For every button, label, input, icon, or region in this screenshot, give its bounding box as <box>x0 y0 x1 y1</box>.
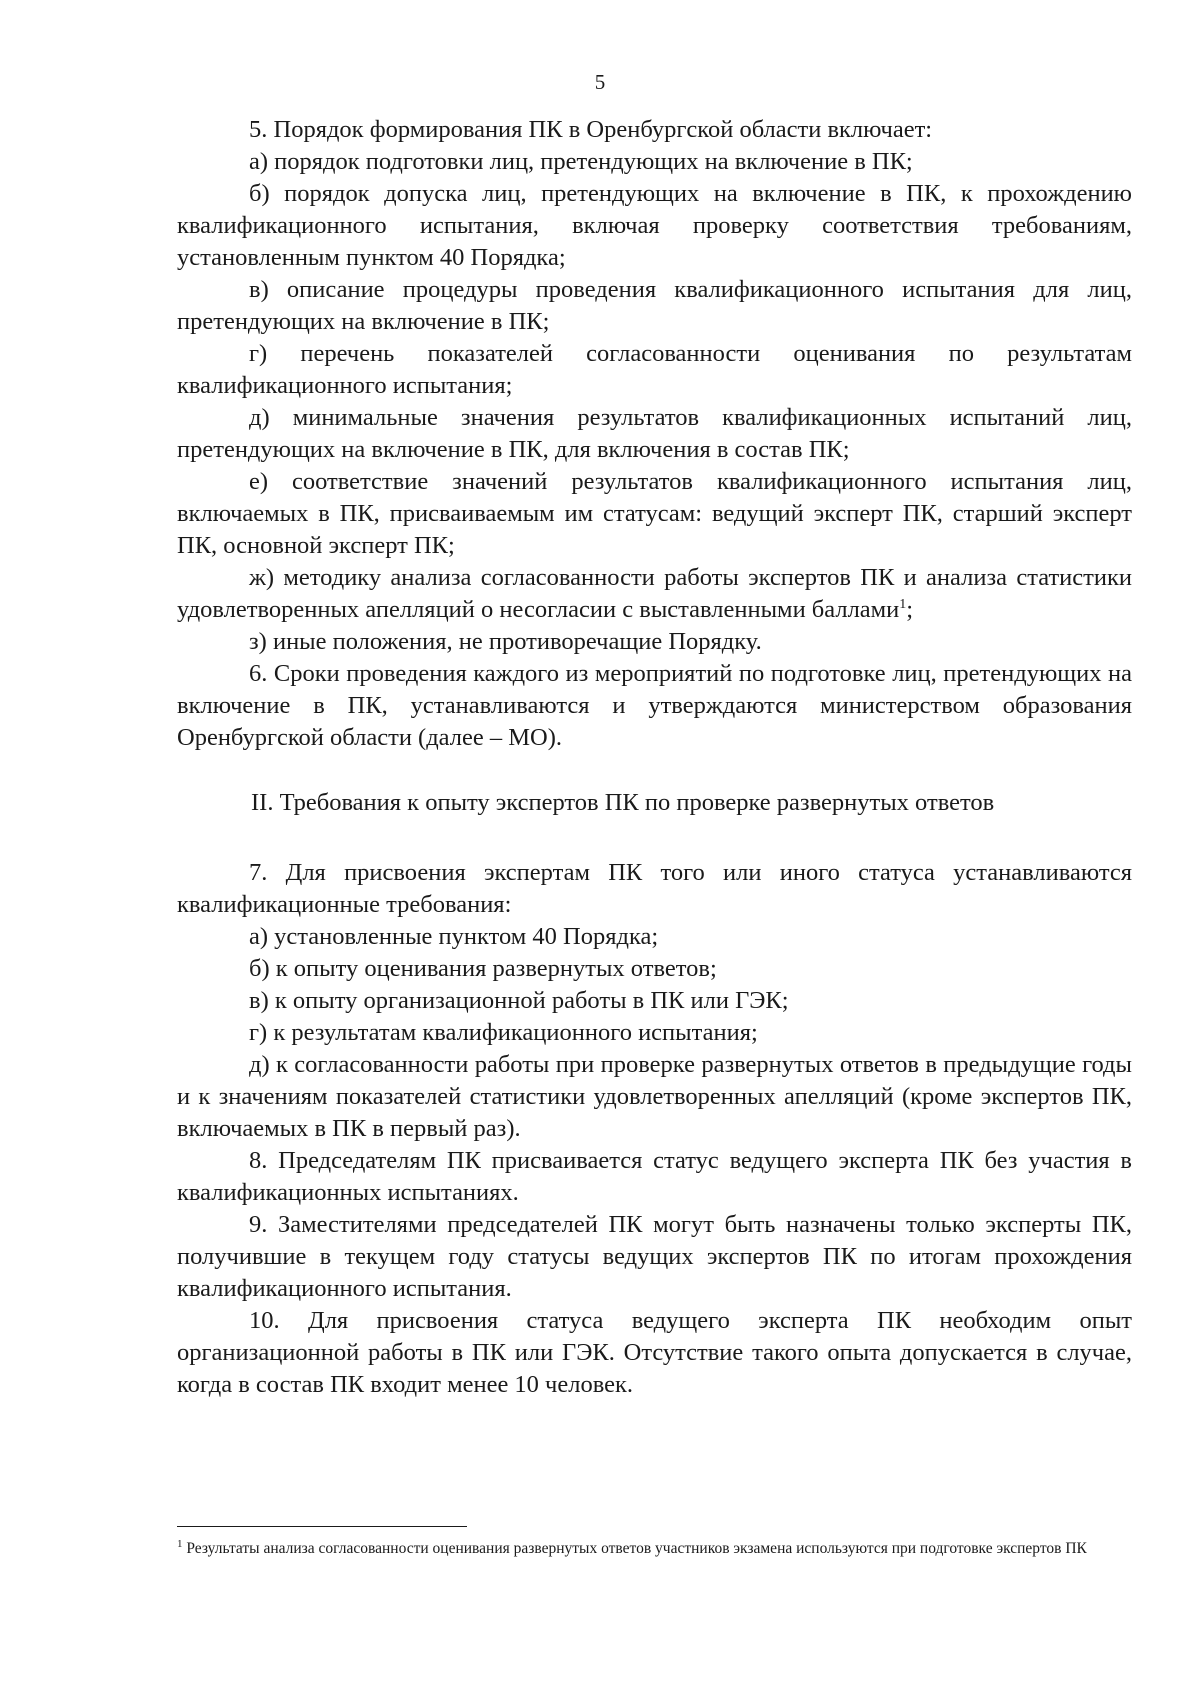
footnote <box>177 1538 1132 1560</box>
paragraph-5zh-tail: ; <box>906 596 914 623</box>
footnote-reference: 1 <box>899 596 907 612</box>
page-number: 5 <box>594 70 606 94</box>
paragraph-6: 6. Сроки проведения каждого из мероприятий по подготовке лиц, претендующих на включение в ПК, устанавливаются и утверждаются министерством образования Оренбургской области (далее – МО). <box>177 660 1132 751</box>
paragraph-9: 9. Заместителями председателей ПК могут быть назначены только эксперты ПК, получившие в текущем году статусы ведущих экспертов ПК по итогам прохождения квалификационного испытания. <box>177 1211 1132 1302</box>
footnote-divider <box>177 1526 467 1527</box>
paragraph-7v: в) к опыту организационной работы в ПК или ГЭК; <box>249 987 789 1014</box>
paragraph-5zh-text: ж) методику анализа согласованности работы экспертов ПК и анализа статистики удовлетворенных апелляций о несогласии с выставленными баллами <box>177 564 1132 623</box>
paragraph-5zh <box>177 562 1132 626</box>
paragraph-10: 10. Для присвоения статуса ведущего эксперта ПК необходим опыт организационной работы в ПК или ГЭК. Отсутствие такого опыта допускается в случае, когда в состав ПК входит менее 10 человек. <box>177 1307 1132 1398</box>
paragraph-7g: г) к результатам квалификационного испытания; <box>249 1019 758 1046</box>
paragraph-5: 5. Порядок формирования ПК в Оренбургской области включает: <box>249 116 933 143</box>
paragraph-5a: а) порядок подготовки лиц, претендующих на включение в ПК; <box>249 148 913 175</box>
paragraph-7b: б) к опыту оценивания развернутых ответов; <box>249 955 717 982</box>
paragraph-5d: д) минимальные значения результатов квалификационных испытаний лиц, претендующих на включение в ПК, для включения в состав ПК; <box>177 404 1132 463</box>
document-body <box>177 114 1132 1401</box>
paragraph-5e: е) соответствие значений результатов квалификационного испытания лиц, включаемых в ПК, присваиваемым им статусам: ведущий эксперт ПК, старший эксперт ПК, основной эксперт ПК; <box>177 468 1132 559</box>
section-heading: II. Требования к опыту экспертов ПК по проверке развернутых ответов <box>251 789 995 816</box>
paragraph-7: 7. Для присвоения экспертам ПК того или иного статуса устанавливаются квалификационные требования: <box>177 859 1132 918</box>
paragraph-8: 8. Председателям ПК присваивается статус ведущего эксперта ПК без участия в квалификационных испытаниях. <box>177 1147 1132 1206</box>
paragraph-7d: д) к согласованности работы при проверке развернутых ответов в предыдущие годы и к значениям показателей статистики удовлетворенных апелляций (кроме экспертов ПК, включаемых в ПК в первый раз). <box>177 1051 1132 1142</box>
paragraph-5v: в) описание процедуры проведения квалификационного испытания для лиц, претендующих на включение в ПК; <box>177 276 1132 335</box>
footnote-text: Результаты анализа согласованности оценивания развернутых ответов участников экзамена используются при подготовке экспертов ПК <box>186 1540 1087 1557</box>
paragraph-7a: а) установленные пунктом 40 Порядка; <box>249 923 659 950</box>
footnote-marker: 1 <box>177 1537 183 1550</box>
paragraph-5g: г) перечень показателей согласованности оценивания по результатам квалификационного испытания; <box>177 340 1132 399</box>
paragraph-5b: б) порядок допуска лиц, претендующих на включение в ПК, к прохождению квалификационного испытания, включая проверку соответствия требованиям, установленным пунктом 40 Порядка; <box>177 180 1132 271</box>
paragraph-5z: з) иные положения, не противоречащие Порядку. <box>249 628 762 655</box>
